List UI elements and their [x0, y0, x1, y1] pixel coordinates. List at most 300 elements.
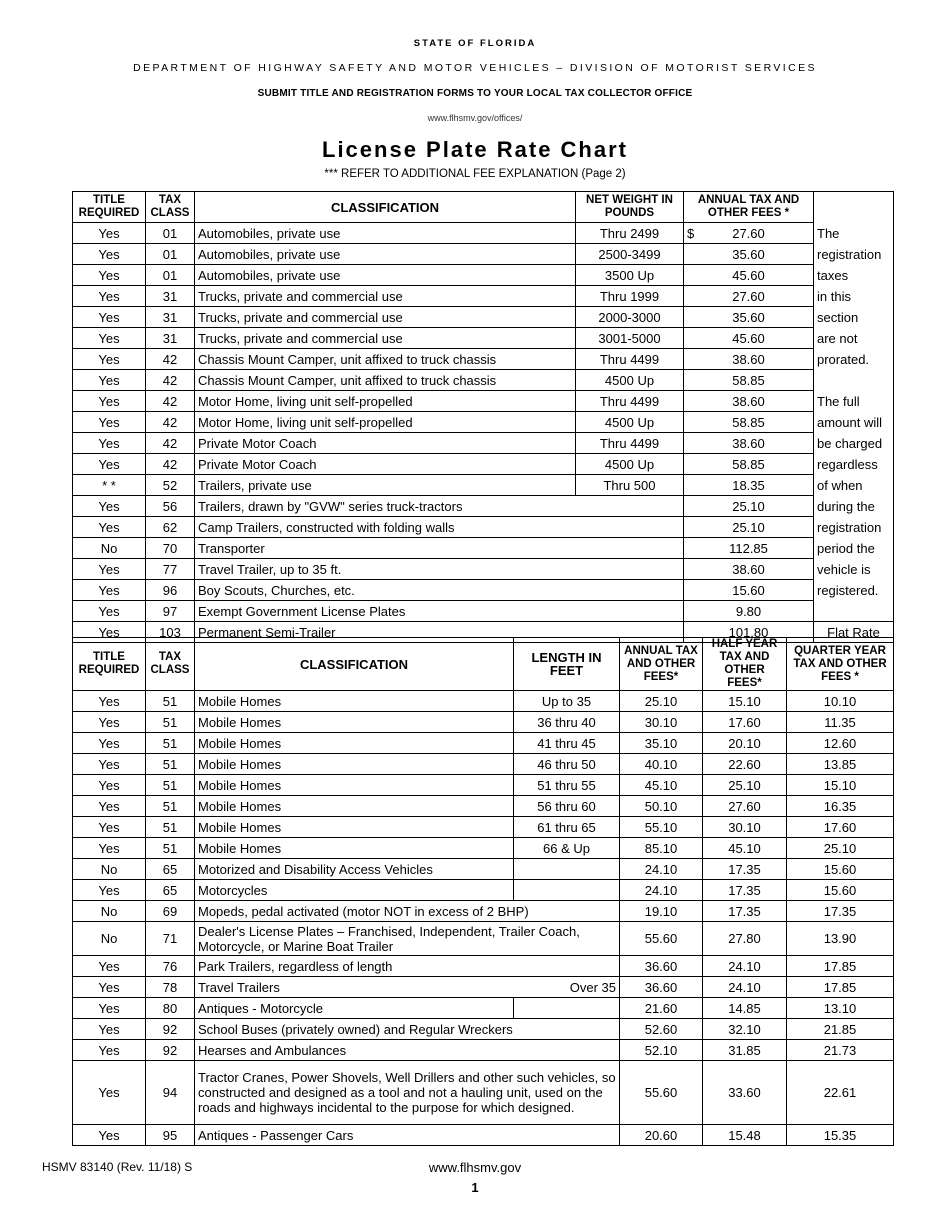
registration-note: vehicle is — [814, 559, 894, 580]
tax-class: 51 — [146, 691, 195, 712]
table-header-row — [73, 192, 894, 223]
classification: Travel Trailers — [195, 977, 514, 998]
classification: Automobiles, private use — [195, 244, 576, 265]
classification: Mobile Homes — [195, 733, 514, 754]
form-number: HSMV 83140 (Rev. 11/18) S — [42, 1160, 193, 1174]
annual-fee: 36.60 — [620, 956, 703, 977]
table-row — [73, 796, 894, 817]
half-year-fee: 30.10 — [703, 817, 787, 838]
table-row — [73, 1061, 894, 1125]
quarter-year-fee: 17.60 — [787, 817, 894, 838]
department-heading: DEPARTMENT OF HIGHWAY SAFETY AND MOTOR VEHICLES – DIVISION OF MOTORIST SERVICES — [133, 62, 817, 74]
annual-fee: 24.10 — [620, 880, 703, 901]
quarter-year-fee: 10.10 — [787, 691, 894, 712]
annual-fee: 15.60 — [684, 580, 814, 601]
annual-fee — [684, 391, 814, 412]
annual-fee: 38.60 — [684, 559, 814, 580]
classification: Private Motor Coach — [195, 433, 576, 454]
classification: Exempt Government License Plates — [195, 601, 684, 622]
title-required: Yes — [73, 496, 146, 517]
quarter-year-fee: 17.85 — [787, 956, 894, 977]
classification: Antiques - Motorcycle — [195, 998, 514, 1019]
header-tax-class: TAX CLASS — [146, 638, 195, 691]
tax-class: 42 — [146, 433, 195, 454]
classification: Park Trailers, regardless of length — [195, 956, 620, 977]
registration-note: in this — [814, 286, 894, 307]
classification: Mobile Homes — [195, 775, 514, 796]
annual-fee: 21.60 — [620, 998, 703, 1019]
classification: Tractor Cranes, Power Shovels, Well Drillers and other such vehicles, so constructed and designed as a tool and not a hauling unit, used on the roads and highways incidental to the purpose for which designed. — [195, 1061, 620, 1125]
table-row — [73, 412, 894, 433]
table-row — [73, 538, 894, 559]
annual-fee-value: 58.85 — [732, 372, 765, 388]
half-year-fee: 33.60 — [703, 1061, 787, 1125]
table-row — [73, 433, 894, 454]
length-in-feet: 46 thru 50 — [514, 754, 620, 775]
header-tax-class: TAX CLASS — [146, 192, 195, 223]
table-row — [73, 691, 894, 712]
title-required: Yes — [73, 412, 146, 433]
annual-fee: 101.80 — [684, 622, 814, 643]
registration-note: regardless — [814, 454, 894, 475]
length-in-feet: 61 thru 65 — [514, 817, 620, 838]
header-classification: CLASSIFICATION — [195, 192, 576, 223]
tax-class: 92 — [146, 1019, 195, 1040]
annual-fee: 35.10 — [620, 733, 703, 754]
annual-fee — [684, 433, 814, 454]
annual-fee: 55.10 — [620, 817, 703, 838]
title-required: No — [73, 922, 146, 956]
classification: Motorcycles — [195, 880, 514, 901]
title-required: Yes — [73, 433, 146, 454]
classification: Motor Home, living unit self-propelled — [195, 391, 576, 412]
length-in-feet: 41 thru 45 — [514, 733, 620, 754]
classification: Camp Trailers, constructed with folding walls — [195, 517, 684, 538]
half-year-fee: 31.85 — [703, 1040, 787, 1061]
net-weight: 4500 Up — [576, 454, 684, 475]
tax-class: 95 — [146, 1125, 195, 1146]
net-weight: Thru 4499 — [576, 391, 684, 412]
title-required: Yes — [73, 1019, 146, 1040]
quarter-year-fee: 15.35 — [787, 1125, 894, 1146]
title-required: Yes — [73, 307, 146, 328]
annual-fee — [684, 454, 814, 475]
title-required: Yes — [73, 956, 146, 977]
title-required: Yes — [73, 733, 146, 754]
tax-class: 51 — [146, 754, 195, 775]
table-row — [73, 859, 894, 880]
classification: Mobile Homes — [195, 796, 514, 817]
classification: Motorized and Disability Access Vehicles — [195, 859, 514, 880]
classification: Mobile Homes — [195, 817, 514, 838]
quarter-year-fee: 11.35 — [787, 712, 894, 733]
half-year-fee: 20.10 — [703, 733, 787, 754]
quarter-year-fee: 15.10 — [787, 775, 894, 796]
classification: Chassis Mount Camper, unit affixed to truck chassis — [195, 370, 576, 391]
table-row — [73, 286, 894, 307]
header-title-required: TITLE REQUIRED — [73, 638, 146, 691]
registration-note: Flat Rate — [814, 622, 894, 643]
annual-fee: 9.80 — [684, 601, 814, 622]
annual-fee: 25.10 — [684, 517, 814, 538]
title-required: Yes — [73, 559, 146, 580]
registration-note — [814, 601, 894, 622]
registration-note: amount will — [814, 412, 894, 433]
annual-fee-value: 58.85 — [732, 456, 765, 472]
title-required: Yes — [73, 454, 146, 475]
header-half-year: HALF YEAR TAX AND OTHER FEES* — [703, 638, 787, 691]
quarter-year-fee: 21.73 — [787, 1040, 894, 1061]
half-year-fee: 14.85 — [703, 998, 787, 1019]
quarter-year-fee: 13.90 — [787, 922, 894, 956]
table-row — [73, 391, 894, 412]
classification: Chassis Mount Camper, unit affixed to truck chassis — [195, 349, 576, 370]
half-year-fee: 15.10 — [703, 691, 787, 712]
tax-class: 31 — [146, 328, 195, 349]
tax-class: 94 — [146, 1061, 195, 1125]
annual-fee — [684, 265, 814, 286]
net-weight: Thru 4499 — [576, 433, 684, 454]
header-quarter-year: QUARTER YEAR TAX AND OTHER FEES * — [787, 638, 894, 691]
classification: Mobile Homes — [195, 754, 514, 775]
header-net-weight: NET WEIGHT IN POUNDS — [576, 192, 684, 223]
table-row — [73, 370, 894, 391]
table-row — [73, 733, 894, 754]
title-required: Yes — [73, 977, 146, 998]
annual-fee: 55.60 — [620, 922, 703, 956]
tax-class: 52 — [146, 475, 195, 496]
title-required: No — [73, 901, 146, 922]
registration-note: The — [814, 223, 894, 244]
registration-note: taxes — [814, 265, 894, 286]
annual-fee: 19.10 — [620, 901, 703, 922]
annual-fee — [684, 328, 814, 349]
table-row — [73, 223, 894, 244]
table-row — [73, 817, 894, 838]
page-title: License Plate Rate Chart — [322, 137, 628, 162]
half-year-fee: 17.35 — [703, 880, 787, 901]
annual-fee-value: 18.35 — [732, 477, 765, 493]
annual-fee: 36.60 — [620, 977, 703, 998]
annual-fee: 55.60 — [620, 1061, 703, 1125]
table-row — [73, 244, 894, 265]
table-row — [73, 712, 894, 733]
title-required: Yes — [73, 998, 146, 1019]
title-required: Yes — [73, 838, 146, 859]
title-required: Yes — [73, 370, 146, 391]
tax-class: 103 — [146, 622, 195, 643]
length-in-feet: Over 35 — [514, 977, 620, 998]
quarter-year-fee: 16.35 — [787, 796, 894, 817]
classification: Transporter — [195, 538, 684, 559]
title-required: Yes — [73, 880, 146, 901]
tax-class: 71 — [146, 922, 195, 956]
annual-fee: 30.10 — [620, 712, 703, 733]
table-row — [73, 559, 894, 580]
classification: Automobiles, private use — [195, 223, 576, 244]
title-required: Yes — [73, 691, 146, 712]
annual-fee: 25.10 — [684, 496, 814, 517]
title-required: Yes — [73, 328, 146, 349]
tax-class: 42 — [146, 454, 195, 475]
half-year-fee: 17.35 — [703, 859, 787, 880]
table-row — [73, 265, 894, 286]
annual-fee: 40.10 — [620, 754, 703, 775]
annual-fee: 20.60 — [620, 1125, 703, 1146]
net-weight: Thru 500 — [576, 475, 684, 496]
classification: Mobile Homes — [195, 838, 514, 859]
annual-fee-value: 38.60 — [732, 393, 765, 409]
header-notes-blank — [814, 192, 894, 223]
page-number: 1 — [471, 1180, 479, 1195]
table-row — [73, 775, 894, 796]
title-required: Yes — [73, 517, 146, 538]
table-row — [73, 307, 894, 328]
annual-fee — [684, 412, 814, 433]
annual-fee — [684, 475, 814, 496]
tax-class: 78 — [146, 977, 195, 998]
title-required: Yes — [73, 775, 146, 796]
table-row — [73, 977, 894, 998]
tax-class: 51 — [146, 817, 195, 838]
net-weight: 2500-3499 — [576, 244, 684, 265]
quarter-year-fee: 22.61 — [787, 1061, 894, 1125]
table-row — [73, 922, 894, 956]
half-year-fee: 45.10 — [703, 838, 787, 859]
tax-class: 96 — [146, 580, 195, 601]
classification: Boy Scouts, Churches, etc. — [195, 580, 684, 601]
tax-class: 31 — [146, 307, 195, 328]
page-subtitle: *** REFER TO ADDITIONAL FEE EXPLANATION (Page 2) — [324, 168, 626, 180]
rate-table-length — [72, 637, 894, 1146]
classification: Trucks, private and commercial use — [195, 286, 576, 307]
offices-link[interactable]: www.flhsmv.gov/offices/ — [427, 113, 523, 123]
half-year-fee: 17.35 — [703, 901, 787, 922]
header-classification: CLASSIFICATION — [195, 638, 514, 691]
tax-class: 62 — [146, 517, 195, 538]
classification: Private Motor Coach — [195, 454, 576, 475]
quarter-year-fee: 25.10 — [787, 838, 894, 859]
title-required: No — [73, 538, 146, 559]
footer-website[interactable]: www.flhsmv.gov — [428, 1160, 522, 1175]
table-row — [73, 838, 894, 859]
registration-note: section — [814, 307, 894, 328]
table-row — [73, 1019, 894, 1040]
half-year-fee: 32.10 — [703, 1019, 787, 1040]
length-in-feet: Up to 35 — [514, 691, 620, 712]
table-row — [73, 1040, 894, 1061]
annual-fee-value: 27.60 — [732, 225, 765, 241]
half-year-fee: 22.60 — [703, 754, 787, 775]
title-required: No — [73, 859, 146, 880]
length-in-feet: 36 thru 40 — [514, 712, 620, 733]
half-year-fee: 15.48 — [703, 1125, 787, 1146]
net-weight: 3001-5000 — [576, 328, 684, 349]
length-in-feet — [514, 880, 620, 901]
table-row — [73, 328, 894, 349]
registration-note: are not — [814, 328, 894, 349]
table-row — [73, 517, 894, 538]
annual-fee-value: 35.60 — [732, 309, 765, 325]
classification: Trailers, drawn by "GVW" series truck-tractors — [195, 496, 684, 517]
tax-class: 01 — [146, 265, 195, 286]
quarter-year-fee: 21.85 — [787, 1019, 894, 1040]
registration-note: be charged — [814, 433, 894, 454]
tax-class: 42 — [146, 370, 195, 391]
annual-fee: 85.10 — [620, 838, 703, 859]
classification: Automobiles, private use — [195, 265, 576, 286]
tax-class: 56 — [146, 496, 195, 517]
tax-class: 92 — [146, 1040, 195, 1061]
title-required: Yes — [73, 712, 146, 733]
title-required: Yes — [73, 265, 146, 286]
classification: Hearses and Ambulances — [195, 1040, 620, 1061]
net-weight: 4500 Up — [576, 412, 684, 433]
title-required: Yes — [73, 622, 146, 643]
title-required: Yes — [73, 580, 146, 601]
tax-class: 97 — [146, 601, 195, 622]
registration-note: registration — [814, 244, 894, 265]
annual-fee-value: 38.60 — [732, 351, 765, 367]
quarter-year-fee: 13.10 — [787, 998, 894, 1019]
half-year-fee: 17.60 — [703, 712, 787, 733]
state-heading: STATE OF FLORIDA — [413, 38, 537, 49]
rate-table-weight — [72, 191, 894, 643]
title-required: Yes — [73, 286, 146, 307]
title-required: Yes — [73, 223, 146, 244]
classification: Mopeds, pedal activated (motor NOT in excess of 2 BHP) — [195, 901, 620, 922]
title-required: Yes — [73, 244, 146, 265]
classification: Mobile Homes — [195, 712, 514, 733]
quarter-year-fee: 15.60 — [787, 859, 894, 880]
length-in-feet: 56 thru 60 — [514, 796, 620, 817]
annual-fee: 50.10 — [620, 796, 703, 817]
classification: Antiques - Passenger Cars — [195, 1125, 620, 1146]
table-row — [73, 454, 894, 475]
annual-fee: 112.85 — [684, 538, 814, 559]
registration-note: during the — [814, 496, 894, 517]
annual-fee — [684, 307, 814, 328]
title-required: Yes — [73, 754, 146, 775]
registration-note: prorated. — [814, 349, 894, 370]
tax-class: 65 — [146, 859, 195, 880]
header-length: LENGTH IN FEET — [514, 638, 620, 691]
quarter-year-fee: 17.35 — [787, 901, 894, 922]
annual-fee-value: 58.85 — [732, 414, 765, 430]
registration-note: registration — [814, 517, 894, 538]
registration-note: of when — [814, 475, 894, 496]
tax-class: 01 — [146, 223, 195, 244]
length-in-feet: 66 & Up — [514, 838, 620, 859]
tax-class: 51 — [146, 712, 195, 733]
half-year-fee: 27.80 — [703, 922, 787, 956]
header-annual-tax: ANNUAL TAX AND OTHER FEES* — [620, 638, 703, 691]
classification: Travel Trailer, up to 35 ft. — [195, 559, 684, 580]
length-in-feet — [514, 859, 620, 880]
annual-fee: 52.10 — [620, 1040, 703, 1061]
title-required: Yes — [73, 817, 146, 838]
registration-note: period the — [814, 538, 894, 559]
half-year-fee: 24.10 — [703, 977, 787, 998]
table-header-row — [73, 638, 894, 691]
table-row — [73, 901, 894, 922]
table-row — [73, 880, 894, 901]
length-in-feet — [514, 998, 620, 1019]
registration-note — [814, 370, 894, 391]
annual-fee — [684, 370, 814, 391]
net-weight: 2000-3000 — [576, 307, 684, 328]
tax-class: 51 — [146, 733, 195, 754]
table-row — [73, 1125, 894, 1146]
classification: School Buses (privately owned) and Regular Wreckers — [195, 1019, 620, 1040]
title-required: Yes — [73, 1040, 146, 1061]
annual-fee-value: 27.60 — [732, 288, 765, 304]
tax-class: 76 — [146, 956, 195, 977]
table-row — [73, 956, 894, 977]
registration-note: registered. — [814, 580, 894, 601]
classification: Motor Home, living unit self-propelled — [195, 412, 576, 433]
header-annual-tax: ANNUAL TAX AND OTHER FEES * — [684, 192, 814, 223]
title-required: * * — [73, 475, 146, 496]
classification: Trucks, private and commercial use — [195, 307, 576, 328]
tax-class: 69 — [146, 901, 195, 922]
table-row — [73, 998, 894, 1019]
classification: Trailers, private use — [195, 475, 576, 496]
tax-class: 01 — [146, 244, 195, 265]
tax-class: 65 — [146, 880, 195, 901]
classification: Trucks, private and commercial use — [195, 328, 576, 349]
annual-fee: 52.60 — [620, 1019, 703, 1040]
tax-class: 31 — [146, 286, 195, 307]
quarter-year-fee: 15.60 — [787, 880, 894, 901]
quarter-year-fee: 17.85 — [787, 977, 894, 998]
tax-class: 51 — [146, 838, 195, 859]
title-required: Yes — [73, 1061, 146, 1125]
half-year-fee: 24.10 — [703, 956, 787, 977]
table-row — [73, 475, 894, 496]
annual-fee: 25.10 — [620, 691, 703, 712]
submit-instruction: SUBMIT TITLE AND REGISTRATION FORMS TO YOUR LOCAL TAX COLLECTOR OFFICE — [257, 88, 693, 99]
tax-class: 51 — [146, 796, 195, 817]
table-row — [73, 754, 894, 775]
half-year-fee: 27.60 — [703, 796, 787, 817]
net-weight: Thru 2499 — [576, 223, 684, 244]
annual-fee — [684, 349, 814, 370]
tax-class: 80 — [146, 998, 195, 1019]
annual-fee — [684, 244, 814, 265]
net-weight: Thru 1999 — [576, 286, 684, 307]
annual-fee-value: 45.60 — [732, 267, 765, 283]
half-year-fee: 25.10 — [703, 775, 787, 796]
table-row — [73, 496, 894, 517]
title-required: Yes — [73, 601, 146, 622]
classification: Dealer's License Plates – Franchised, Independent, Trailer Coach, Motorcycle, or Marine Boat Trailer — [195, 922, 620, 956]
length-in-feet: 51 thru 55 — [514, 775, 620, 796]
table-row — [73, 601, 894, 622]
title-required: Yes — [73, 391, 146, 412]
title-required: Yes — [73, 796, 146, 817]
tax-class: 42 — [146, 391, 195, 412]
title-required: Yes — [73, 349, 146, 370]
table-row — [73, 580, 894, 601]
quarter-year-fee: 12.60 — [787, 733, 894, 754]
annual-fee: 24.10 — [620, 859, 703, 880]
net-weight: Thru 4499 — [576, 349, 684, 370]
annual-fee-value: 38.60 — [732, 435, 765, 451]
tax-class: 42 — [146, 349, 195, 370]
annual-fee — [684, 286, 814, 307]
tax-class: 51 — [146, 775, 195, 796]
